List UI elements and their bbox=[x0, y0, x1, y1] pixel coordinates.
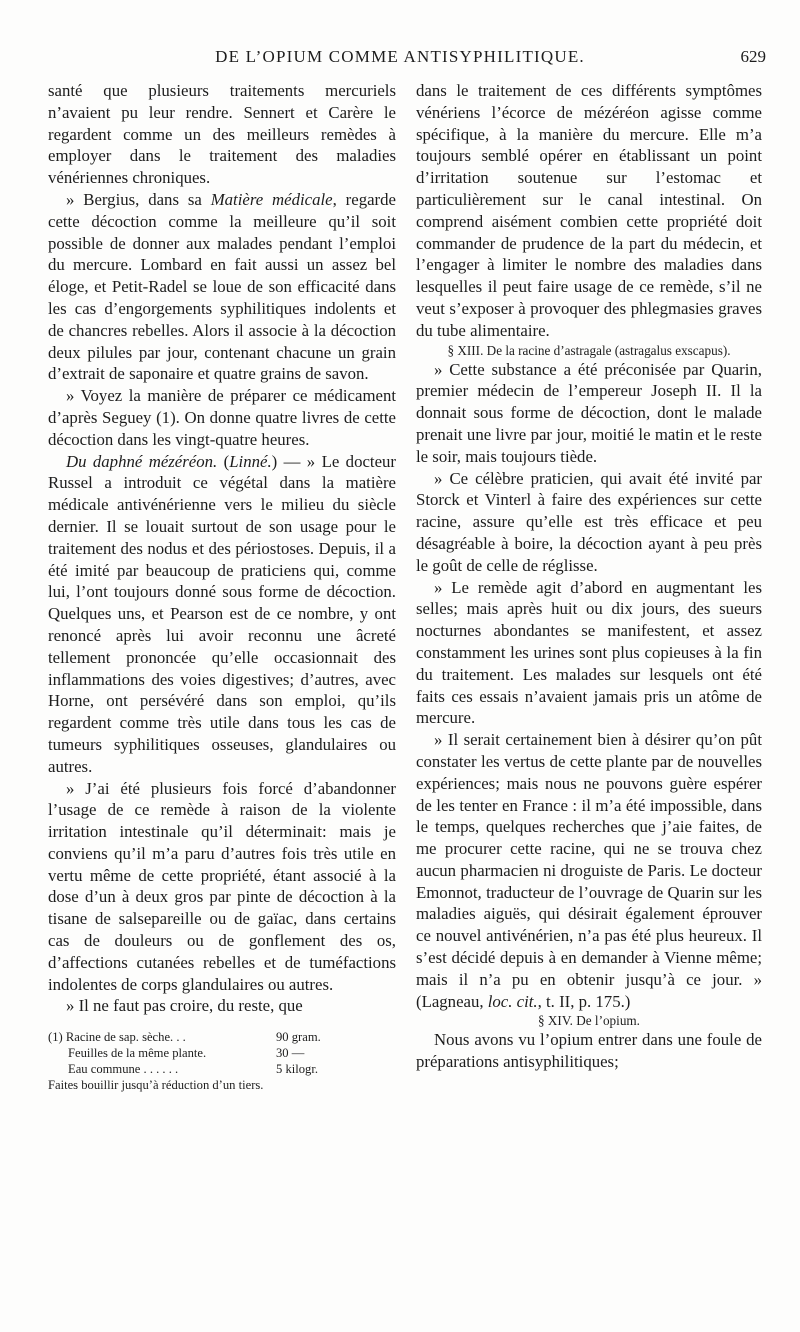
text-run: , regarde cette décoction comme la meilleure qu’il soit possible de donner aux malades pendant l’emploi du mercure. Lombard en fait aussi un assez bel éloge, et Petit-Radel se loue de son efficacité dans les cas d’engorgements syphilitiques indolents et de chancres rebelles. Alors il associe à la décoction deux pilules par jour, contenant chacune un grain d’extrait de saponaire et quatre grains de savon. bbox=[48, 189, 396, 384]
ingredient: Feuilles de la même plante. bbox=[68, 1046, 207, 1061]
paragraph bbox=[416, 729, 762, 1012]
running-title: DE L’OPIUM COMME ANTISYPHILITIQUE. bbox=[215, 47, 585, 66]
ingredient: (1) Racine de sap. sèche. . . bbox=[48, 1030, 186, 1045]
left-column bbox=[48, 80, 396, 1093]
quantity: 30 — bbox=[276, 1046, 305, 1061]
paragraph: dans le traitement de ces différents symptômes vénériens l’écorce de mézéréon agisse comme spécifique, à la manière du mercure. Elle m’a toujours semblé opérer en établissant un point d’irritation soutenue sur l’estomac et particulièrement sur le canal intestinal. On comprend aisément combien cette propriété doit commander de prudence de la part du médecin, et l’engager à limiter le nombre des maladies dans lesquelles il peut faire usage de ce remède, s’il ne veut s’exposer à provoquer des phlegmasies graves du tube alimentaire. bbox=[416, 81, 762, 340]
footnote-instruction: Faites bouillir jusqu’à réduction d’un tiers. bbox=[48, 1078, 264, 1093]
section-heading: § XIV. De l’opium. bbox=[538, 1013, 640, 1029]
quantity: 5 kilogr. bbox=[276, 1062, 318, 1077]
text-run: » Il serait certainement bien à désirer qu’on pût constater les vertus de cette plante par de nouvelles expériences; mais nous ne pouvons guère espérer de les tenter en France : il m’a été impossible, dans le temps, quelques recherches que j’aie faites, de me procurer cette racine, qui ne se trouva chez aucun pharmacien ni droguiste de Paris. Le docteur Emonnot, traducteur de l’ouvrage de Quarin sur les maladies aiguës, qui désirait également éprouver ce nouvel antivénérien, n’a pas été plus heureux. Il s’est décidé depuis à en demander à Vienne même; mais il n’a pu en obtenir jusqu’à ce jour. » (Lagneau, bbox=[416, 730, 762, 1011]
paragraph bbox=[48, 451, 396, 778]
paragraph: » Ce célèbre praticien, qui avait été invité par Storck et Vinterl à faire des expériences sur cette racine, assure qu’elle est très efficace et peu désagréable à boire, la décoction ayant à peu près le goût de celle de réglisse. bbox=[416, 468, 762, 575]
text-run: ) — » Le docteur Russel a introduit ce végétal dans la matière médicale antivénérienne vers le milieu du siècle dernier. Il se louait surtout de son usage pour le traitement des nodus et des périostoses. Depuis, il a été imité par beaucoup de praticiens qui, comme lui, l’ont toujours donné sous forme de décoction. Quelques uns, et Pearson est de ce nombre, y ont renoncé après lui avoir reconnu une âcreté tellement prononcée qu’elle occasionnait des inflammations des voies digestives; d’autres, avec Horne, ont persévéré dans son emploi, qu’ils regardent comme très utile dans tous les cas de tumeurs syphilitiques osseuses, glandulaires ou autres. bbox=[48, 451, 397, 776]
paragraph: Nous avons vu l’opium entrer dans une foule de préparations antisyphilitiques; bbox=[416, 1030, 762, 1072]
paragraph: » Cette substance a été préconisée par Quarin, premier médecin de l’empereur Joseph II. Il la donnait sous forme de décoction, dont le malade prenait une livre par jour, moitié le matin et le reste le soir, mais toujours tiède. bbox=[416, 359, 762, 466]
paragraph: » Il ne faut pas croire, du reste, que bbox=[66, 996, 303, 1016]
plant-name: Du daphné mézéréon. bbox=[66, 451, 218, 471]
footnote bbox=[48, 1029, 396, 1093]
book-title: Matière médicale bbox=[210, 189, 333, 209]
quantity: 90 gram. bbox=[276, 1030, 321, 1045]
text-run: , t. II, p. 175.) bbox=[537, 991, 631, 1011]
ingredient: Eau commune . . . . . . bbox=[68, 1062, 179, 1077]
paragraph: » Voyez la manière de préparer ce médicament d’après Seguey (1). On donne quatre livres de cette décoction dans les vingt-quatre heures. bbox=[48, 386, 396, 449]
footnote-row bbox=[48, 1045, 396, 1061]
author-name: Linné. bbox=[229, 451, 272, 471]
paragraph bbox=[48, 189, 396, 385]
paragraph: » Le remède agit d’abord en augmentant les selles; mais après huit ou dix jours, des sueurs nocturnes abondantes se manifestent, et assez constamment les urines sont plus copieuses à la fin du traitement. Les malades sur lesquels ont été faits ces essais n’avaient jamais pris un atôme de mercure. bbox=[416, 577, 762, 728]
paragraph: » J’ai été plusieurs fois forcé d’abandonner l’usage de ce remède à raison de la violente irritation intestinale qu’il déterminait: mais je conviens qu’il m’a paru d’autres fois très utile en vertu même de cette propriété, étant associé à la dose d’un à deux gros par pinte de décoction à la tisane de salsepareille ou de gaïac, dans certains cas de douleurs ou de gonflement des os, d’affections cutanées rebelles et de tuméfactions indolentes de corps glandulaires ou autres. bbox=[48, 778, 396, 994]
text-run: » Bergius, dans sa bbox=[66, 189, 211, 209]
right-column bbox=[416, 80, 762, 1073]
running-head bbox=[0, 47, 800, 71]
footnote-row bbox=[48, 1061, 396, 1077]
section-heading: § XIII. De la racine d’astragale (astragalus exscapus). bbox=[447, 342, 731, 358]
footnote-row bbox=[48, 1029, 396, 1045]
citation: loc. cit. bbox=[487, 991, 538, 1011]
paragraph: santé que plusieurs traitements mercuriels n’avaient pu leur rendre. Sennert et Carère le regardent comme un des meilleurs remèdes à employer dans le traitement des maladies vénériennes chroniques. bbox=[48, 81, 396, 188]
page-number: 629 bbox=[740, 47, 766, 66]
text-run: ( bbox=[217, 451, 230, 471]
